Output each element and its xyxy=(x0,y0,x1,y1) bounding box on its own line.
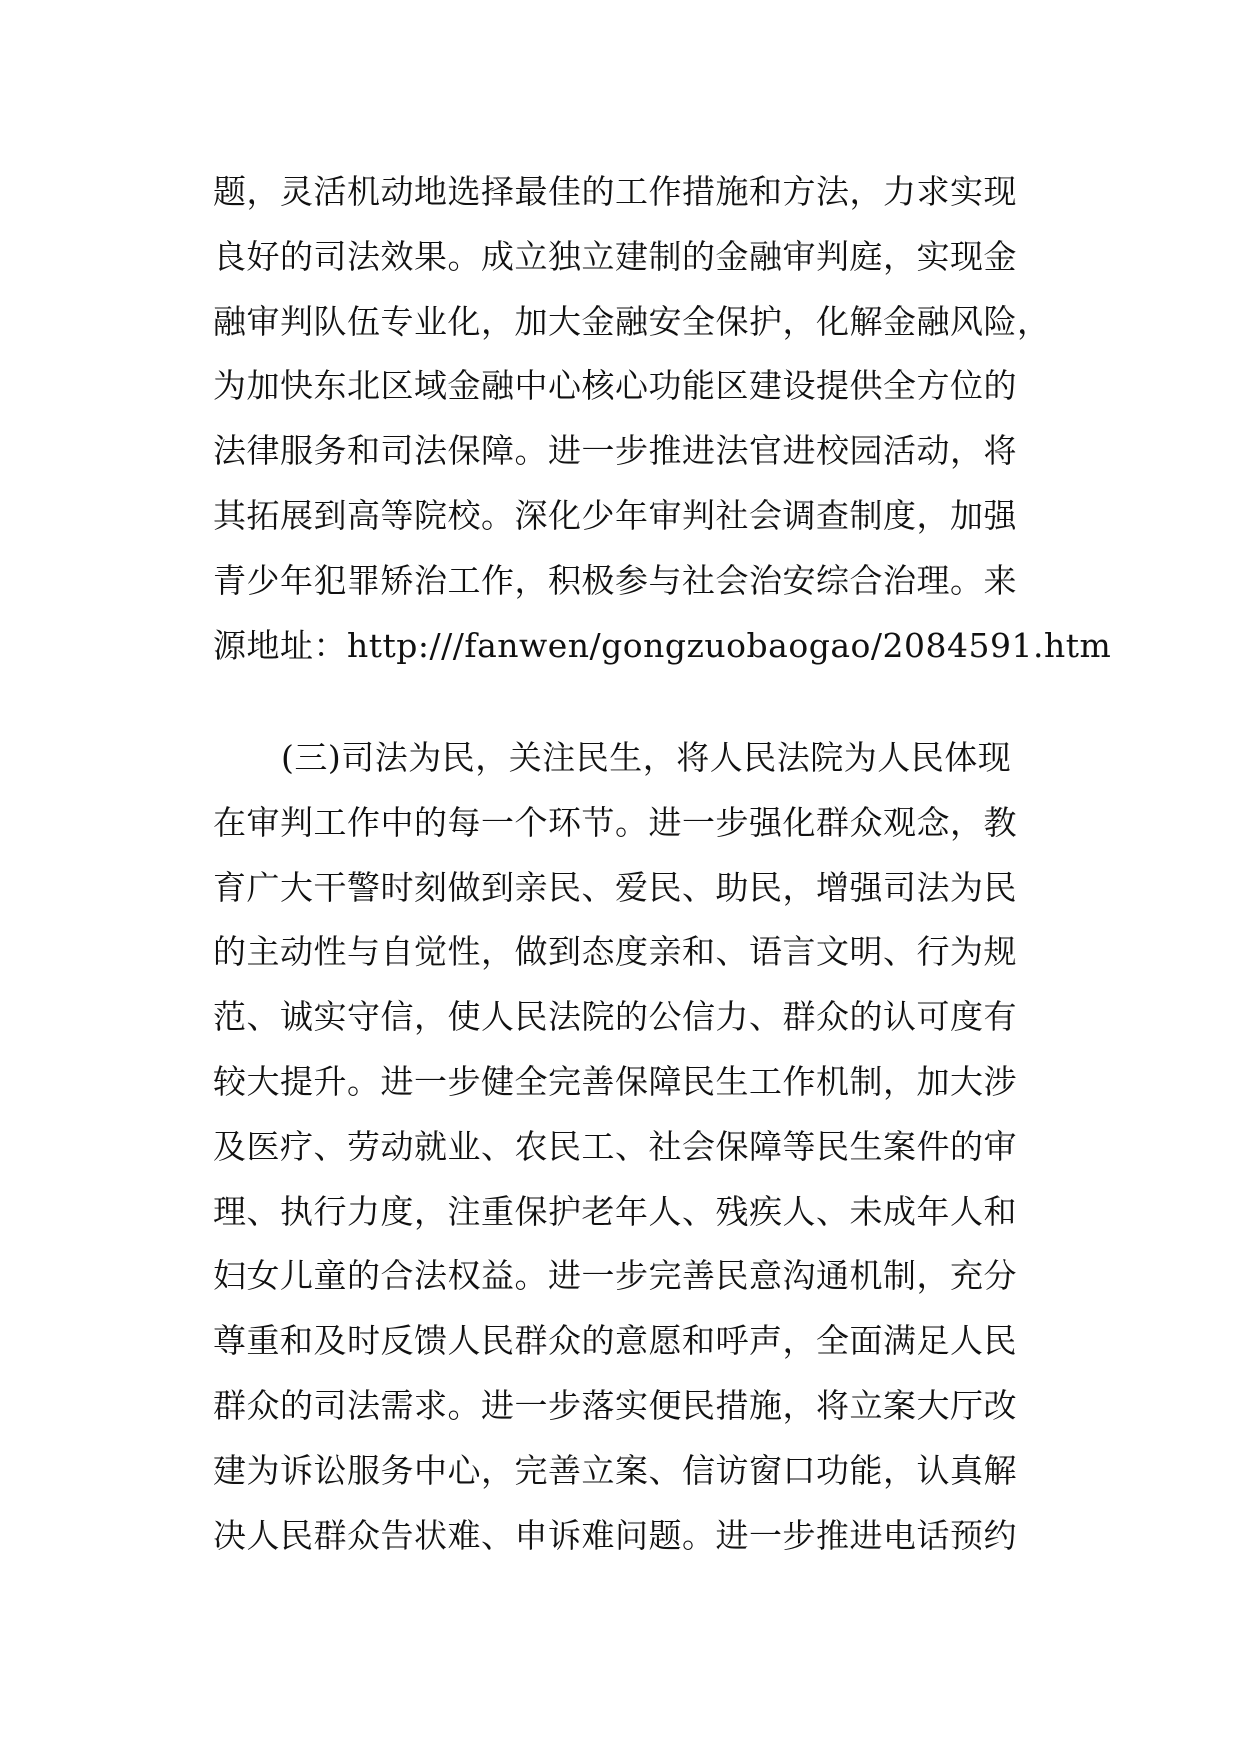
paragraph-2-line-4: 的主动性与自觉性，做到态度亲和、语言文明、行为规 xyxy=(213,932,1017,972)
paragraph-1-line-1: 题，灵活机动地选择最佳的工作措施和方法，力求实现 xyxy=(213,172,1017,211)
section-heading-line: (三)司法为民，关注民生，将人民法院为人民体现 xyxy=(281,738,1012,777)
paragraph-2-line-3: 育广大干警时刻做到亲民、爱民、助民，增强司法为民 xyxy=(213,867,1017,907)
paragraph-1-line-6: 其拓展到高等院校。深化少年审判社会调查制度，加强 xyxy=(213,495,1017,535)
paragraph-1-line-5: 法律服务和司法保障。进一步推进法官进校园活动，将 xyxy=(213,431,1017,471)
paragraph-2-line-12: 建为诉讼服务中心，完善立案、信访窗口功能，认真解 xyxy=(213,1450,1017,1490)
paragraph-2-line-7: 及医疗、劳动就业、农民工、社会保障等民生案件的审 xyxy=(213,1126,1017,1166)
source-url-line: 源地址：http:///fanwen/gongzuobaogao/2084591.htm xyxy=(213,625,1112,665)
paragraph-1-line-3: 融审判队伍专业化，加大金融安全保护，化解金融风险， xyxy=(213,301,1051,341)
paragraph-2-line-2: 在审判工作中的每一个环节。进一步强化群众观念，教 xyxy=(213,802,1017,842)
paragraph-1 xyxy=(213,160,1112,678)
paragraph-2 xyxy=(213,726,1043,1568)
paragraph-2-line-8: 理、执行力度，注重保护老年人、残疾人、未成年人和 xyxy=(213,1191,1017,1231)
paragraph-2-line-11: 群众的司法需求。进一步落实便民措施，将立案大厅改 xyxy=(213,1385,1017,1425)
paragraph-1-line-7: 青少年犯罪矫治工作，积极参与社会治安综合治理。来 xyxy=(213,560,1017,600)
paragraph-1-line-4: 为加快东北区域金融中心核心功能区建设提供全方位的 xyxy=(213,366,1017,406)
paragraph-2-line-5: 范、诚实守信，使人民法院的公信力、群众的认可度有 xyxy=(213,997,1017,1037)
paragraph-2-line-13: 决人民群众告状难、申诉难问题。进一步推进电话预约 xyxy=(213,1515,1017,1555)
paragraph-1-line-2: 良好的司法效果。成立独立建制的金融审判庭，实现金 xyxy=(213,236,1017,276)
paragraph-2-line-6: 较大提升。进一步健全完善保障民生工作机制，加大涉 xyxy=(213,1061,1017,1101)
paragraph-2-line-9: 妇女儿童的合法权益。进一步完善民意沟通机制，充分 xyxy=(213,1256,1017,1296)
paragraph-2-line-10: 尊重和及时反馈人民群众的意愿和呼声，全面满足人民 xyxy=(213,1321,1017,1361)
